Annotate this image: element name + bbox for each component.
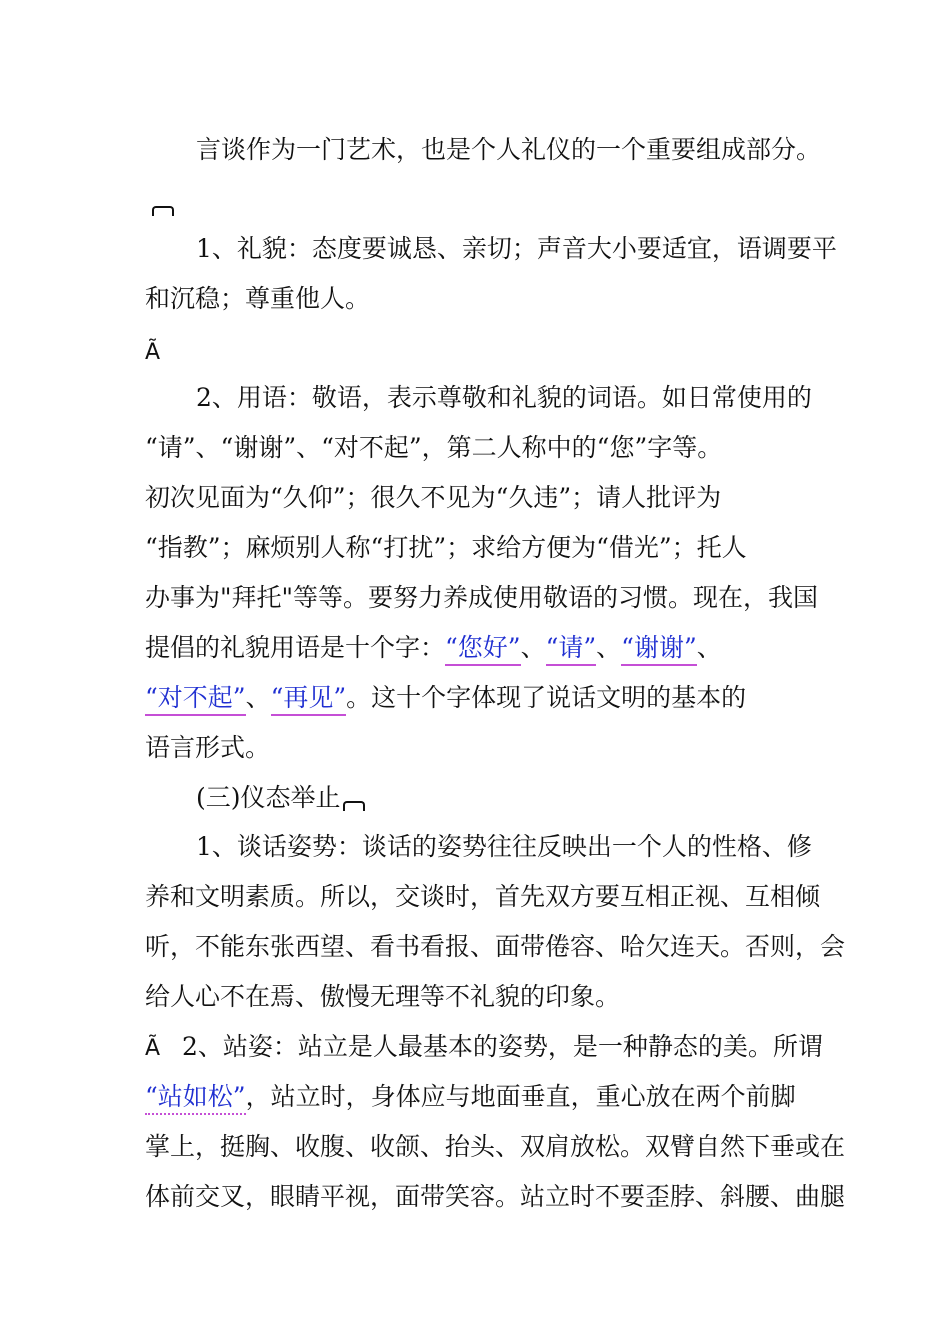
paragraph-stance-line3: 掌上，挺胸、收腹、收颌、抬头、双肩放松。双臂自然下垂或在: [145, 1132, 846, 1161]
polite-word-goodbye[interactable]: “再见”: [271, 683, 347, 716]
paragraph-wording-line3: 初次见面为“久仰”；很久不见为“久违”；请人批评为: [145, 483, 722, 512]
section-heading-deportment: (三)仪态举止: [196, 783, 341, 812]
polite-word-sorry[interactable]: “对不起”: [145, 683, 246, 716]
paragraph-politeness-line1: 1、礼貌：态度要诚恳、亲切；声音大小要适宜，语调要平: [196, 234, 837, 263]
paragraph-wording-line4: “指教”；麻烦别人称“打扰”；求给方便为“借光”；托人: [145, 533, 747, 562]
paragraph-posture-line4: 给人心不在焉、傲慢无理等不礼貌的印象。: [145, 982, 621, 1011]
section-mark-icon: [343, 801, 365, 811]
polite-word-please[interactable]: “请”: [546, 633, 597, 666]
paragraph-wording-line5: 办事为"拜托"等等。要努力养成使用敬语的习惯。现在，我国: [145, 583, 819, 612]
polite-word-thanks[interactable]: “谢谢”: [621, 633, 697, 666]
polite-word-hello[interactable]: “您好”: [445, 633, 521, 666]
separator: 、: [696, 633, 722, 662]
paragraph-posture-line3: 听，不能东张西望、看书看报、面带倦容、哈欠连天。否则，会: [145, 932, 846, 961]
a-tilde-mark: Ã: [145, 340, 161, 365]
paragraph-stance-line4: 体前交叉，眼睛平视，面带笑容。站立时不要歪脖、斜腰、曲腿: [145, 1182, 846, 1211]
paragraph-wording-line1: 2、用语：敬语，表示尊敬和礼貌的词语。如日常使用的: [196, 383, 812, 412]
line6-text: 提倡的礼貌用语是十个字：: [145, 633, 446, 662]
separator: 、: [596, 633, 622, 662]
paragraph-stance-line2: [145, 1080, 796, 1114]
paragraph-stance-line1: 2、站姿：站立是人最基本的姿势，是一种静态的美。所谓: [182, 1032, 823, 1061]
section-mark-icon: [152, 206, 174, 216]
paragraph-wording-line7: [145, 681, 746, 715]
line7-text: 。这十个字体现了说话文明的基本的: [346, 683, 747, 712]
line2-text: ，站立时，身体应与地面垂直，重心放在两个前脚: [245, 1082, 796, 1111]
separator: 、: [245, 683, 271, 712]
paragraph-intro: 言谈作为一门艺术，也是个人礼仪的一个重要组成部分。: [196, 135, 822, 164]
a-tilde-mark: Ã: [145, 1036, 161, 1061]
stance-pine-link[interactable]: “站如松”: [145, 1082, 246, 1115]
separator: 、: [520, 633, 546, 662]
paragraph-politeness-line2: 和沉稳；尊重他人。: [145, 284, 371, 313]
paragraph-wording-line2: “请”、“谢谢”、“对不起”，第二人称中的“您”字等。: [145, 433, 723, 462]
paragraph-posture-line2: 养和文明素质。所以，交谈时，首先双方要互相正视、互相倾: [145, 882, 821, 911]
paragraph-wording-line6: [145, 631, 722, 665]
paragraph-wording-line8: 语言形式。: [145, 733, 271, 762]
paragraph-posture-line1: 1、谈话姿势：谈话的姿势往往反映出一个人的性格、修: [196, 832, 812, 861]
